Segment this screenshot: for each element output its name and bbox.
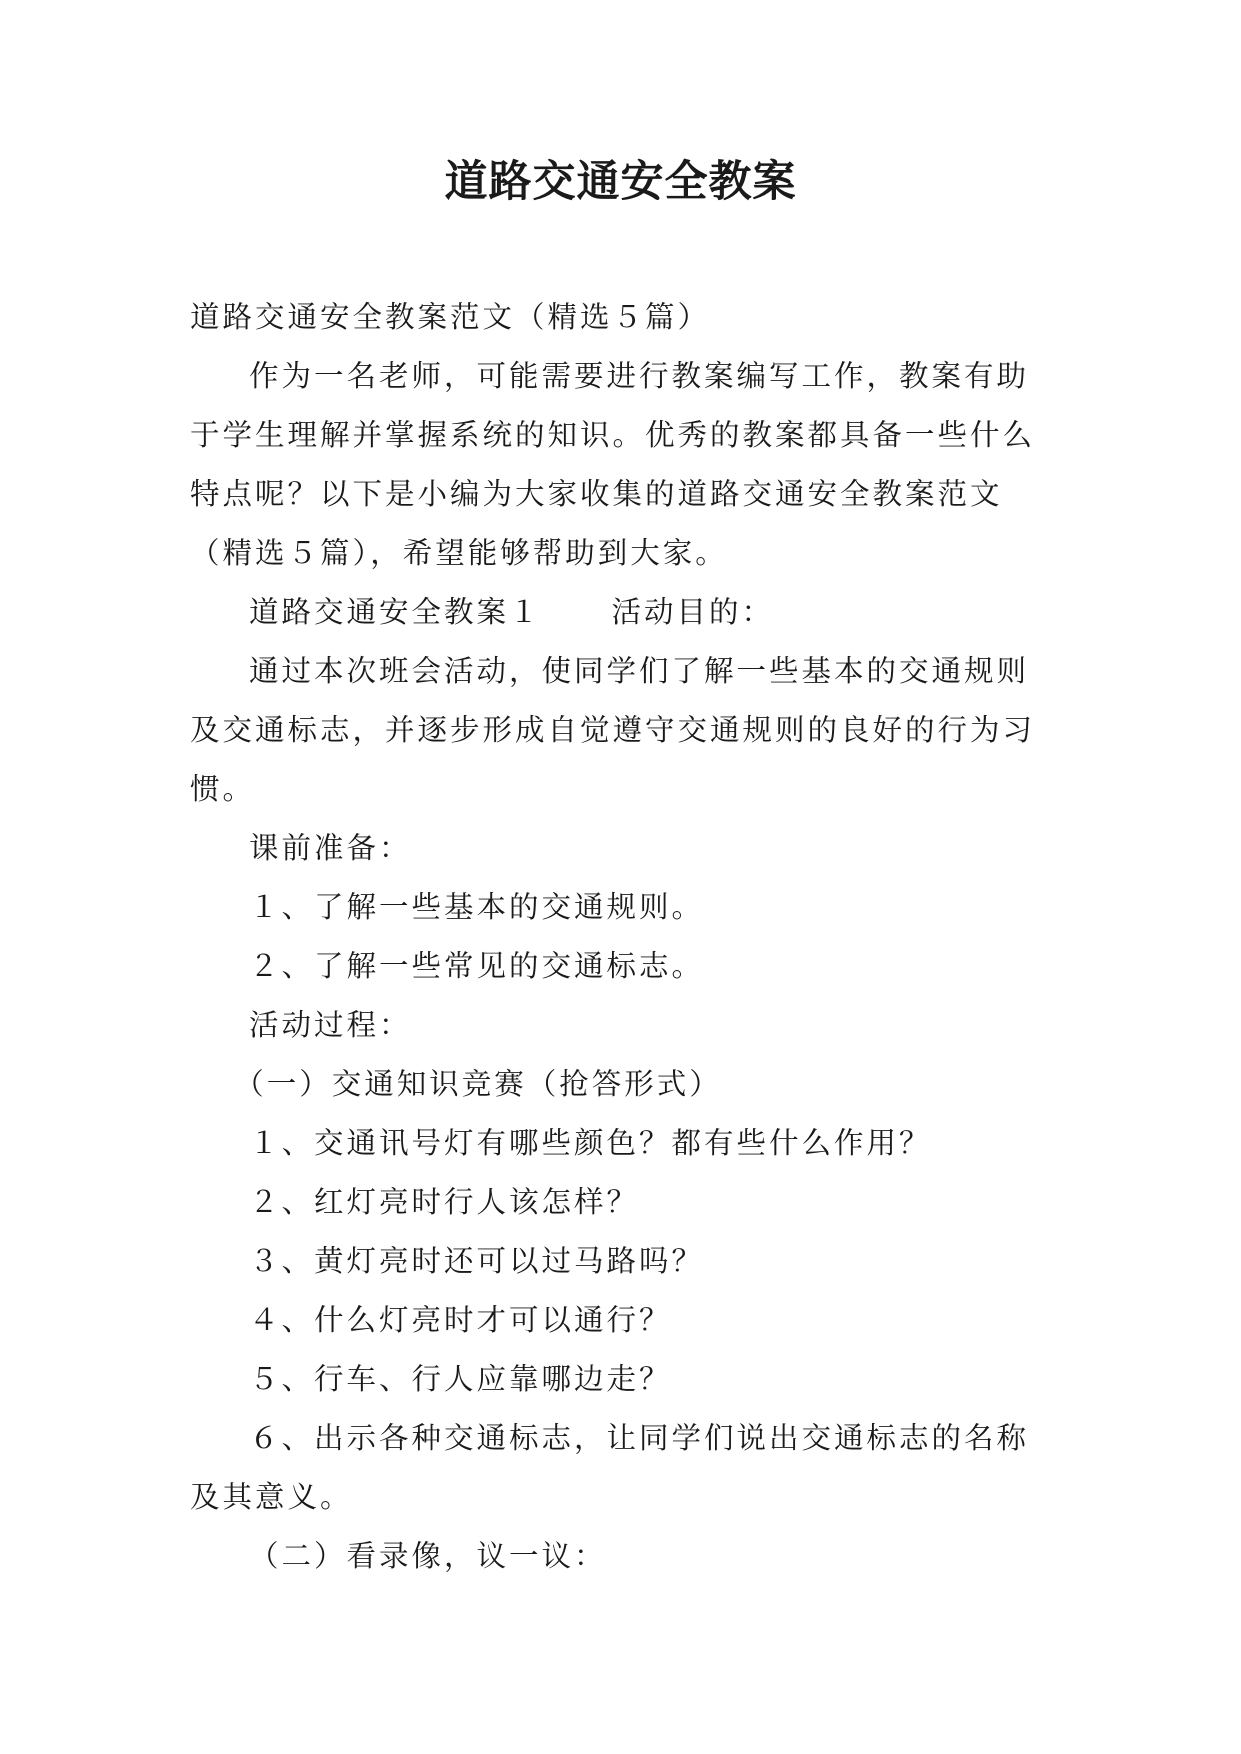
preparation-item: １、了解一些基本的交通规则。 <box>249 890 705 924</box>
question-item: ６、出示各种交通标志，让同学们说出交通标志的名称及其意义。 <box>190 1421 1030 1514</box>
document-title: 道路交通安全教案 <box>444 157 797 207</box>
question-item: ３、黄灯亮时还可以过马路吗？ <box>249 1244 705 1278</box>
activity-goal-paragraph: 通过本次班会活动，使同学们了解一些基本的交通规则及交通标志，并逐步形成自觉遵守交通规则的良好的行为习惯。 <box>190 654 1036 806</box>
activity-goal-label: 活动目的： <box>611 595 775 629</box>
part1-heading: （一）交通知识竞赛（抢答形式） <box>234 1067 722 1101</box>
section-heading-line <box>190 583 1050 642</box>
question-item: ５、行车、行人应靠哪边走？ <box>249 1362 672 1396</box>
part2-heading: （二）看录像，议一议： <box>249 1539 607 1573</box>
intro-paragraph: 作为一名老师，可能需要进行教案编写工作，教案有助于学生理解并掌握系统的知识。优秀的教案都具备一些什么特点呢？以下是小编为大家收集的道路交通安全教案范文（精选５篇），希望能够帮助到大家。 <box>190 359 1036 570</box>
preparation-item: ２、了解一些常见的交通标志。 <box>249 949 705 983</box>
question-item: ４、什么灯亮时才可以通行？ <box>249 1303 672 1337</box>
question-item: １、交通讯号灯有哪些颜色？都有些什么作用？ <box>249 1126 932 1160</box>
preparation-label: 课前准备： <box>249 831 412 865</box>
document-subtitle: 道路交通安全教案范文（精选５篇） <box>190 300 711 334</box>
section1-heading: 道路交通安全教案１ <box>249 595 542 629</box>
document-body <box>190 288 1050 1586</box>
process-label: 活动过程： <box>249 1008 412 1042</box>
question-item: ２、红灯亮时行人该怎样？ <box>249 1185 640 1219</box>
